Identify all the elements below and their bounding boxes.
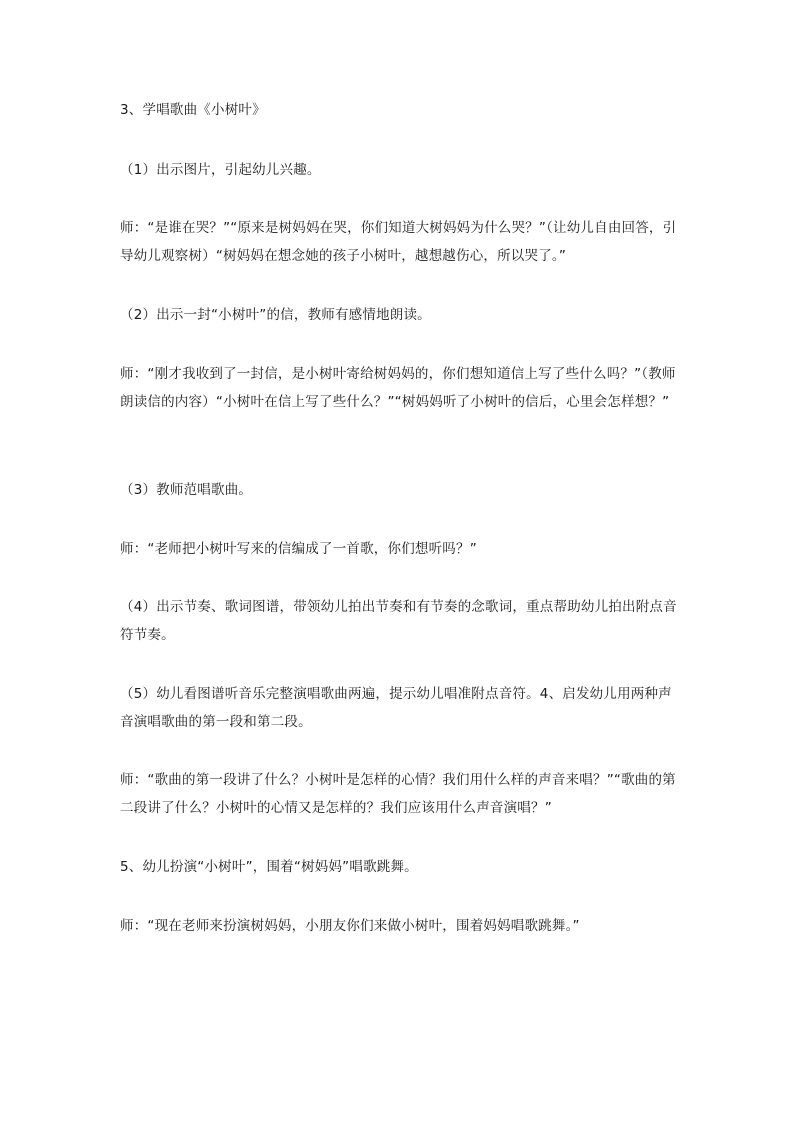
step-2-show-letter: （2）出示一封“小树叶”的信，教师有感情地朗读。 — [120, 307, 431, 323]
step-5-full-singing: （5）幼儿看图谱听音乐完整演唱歌曲两遍，提示幼儿唱准附点音符。4、启发幼儿用两种声音演唱歌曲的第一段和第二段。 — [120, 686, 672, 730]
step-3-demo-singing: （3）教师范唱歌曲。 — [120, 482, 253, 498]
step-1-show-picture: （1）出示图片，引起幼儿兴趣。 — [120, 162, 321, 178]
teacher-dialogue-2: 师：“刚才我收到了一封信，是小树叶寄给树妈妈的，你们想知道信上写了些什么吗？”（教师朗读信的内容）“小树叶在信上写了些什么？”“树妈妈听了小树叶的信后，心里会怎样想？” — [120, 366, 676, 410]
section-role-play: 5、幼儿扮演“小树叶”，围着“树妈妈”唱歌跳舞。 — [120, 859, 418, 875]
teacher-dialogue-3: 师：“老师把小树叶写来的信编成了一首歌，你们想听吗？” — [120, 541, 477, 557]
teacher-dialogue-4: 师：“歌曲的第一段讲了什么？小树叶是怎样的心情？我们用什么样的声音来唱？”“歌曲的第二段讲了什么？小树叶的心情又是怎样的？我们应该用什么声音演唱？” — [120, 772, 676, 816]
step-4-rhythm-chart: （4）出示节奏、歌词图谱，带领幼儿拍出节奏和有节奏的念歌词，重点帮助幼儿拍出附点音符节奏。 — [120, 599, 677, 643]
section-heading-song: 3、学唱歌曲《小树叶》 — [120, 102, 266, 118]
teacher-dialogue-1: 师：“是谁在哭？”“原来是树妈妈在哭，你们知道大树妈妈为什么哭？”（让幼儿自由回答，引导幼儿观察树）“树妈妈在想念她的孩子小树叶，越想越伤心，所以哭了。” — [120, 220, 677, 264]
teacher-dialogue-5: 师：“现在老师来扮演树妈妈，小朋友你们来做小树叶，围着妈妈唱歌跳舞。” — [120, 918, 580, 934]
